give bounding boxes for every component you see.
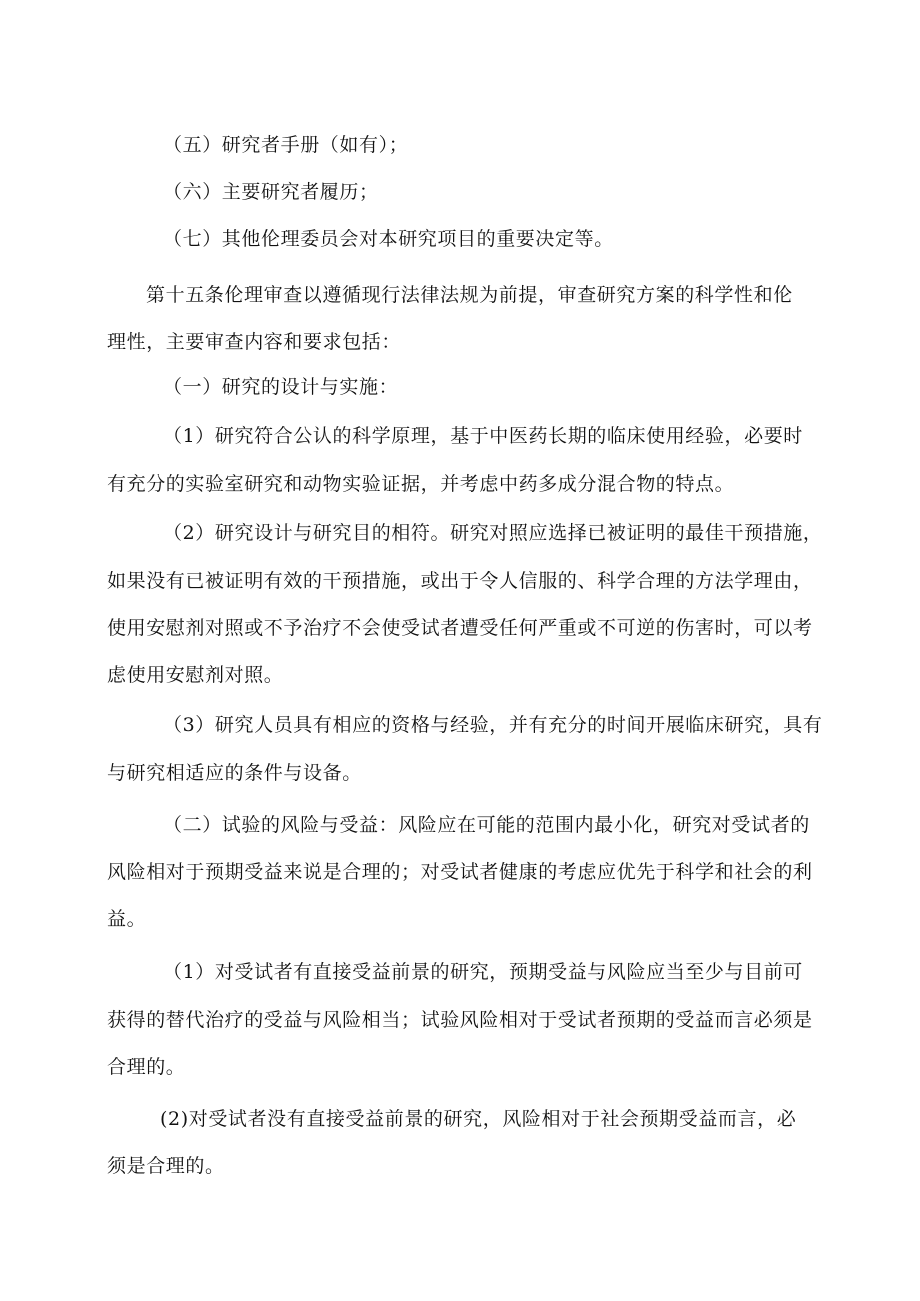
section-2-item-2-line-1: (2)对受试者没有直接受益前景的研究，风险相对于社会预期受益而言，必 xyxy=(160,1108,797,1130)
item-2-line-1: （2）研究设计与研究目的相符。研究对照应选择已被证明的最佳干预措施， xyxy=(163,522,823,544)
item-1-line-1: （1）研究符合公认的科学原理，基于中医药长期的临床使用经验，必要时 xyxy=(163,425,803,447)
item-1-line-2: 有充分的实验室研究和动物实验证据，并考虑中药多成分混合物的特点。 xyxy=(107,473,735,495)
list-item-7: （七）其他伦理委员会对本研究项目的重要决定等。 xyxy=(163,228,614,250)
item-2-line-3: 使用安慰剂对照或不予治疗不会使受试者遭受任何严重或不可逆的伤害时，可以考 xyxy=(107,617,813,639)
section-2-line-1: （二）试验的风险与受益：风险应在可能的范围内最小化，研究对受试者的 xyxy=(163,814,810,836)
list-item-6: （六）主要研究者履历； xyxy=(163,181,379,203)
item-2-line-4: 虑使用安慰剂对照。 xyxy=(107,664,284,686)
section-2-line-2: 风险相对于预期受益来说是合理的；对受试者健康的考虑应优先于科学和社会的利 xyxy=(107,861,813,883)
section-2-item-2-line-2: 须是合理的。 xyxy=(107,1155,225,1177)
section-2-line-3: 益。 xyxy=(107,908,147,930)
item-3-line-2: 与研究相适应的条件与设备。 xyxy=(107,762,362,784)
article-15-line-2: 理性，主要审查内容和要求包括： xyxy=(107,331,402,353)
list-item-5: （五）研究者手册（如有）； xyxy=(163,134,409,156)
section-1-heading: （一）研究的设计与实施： xyxy=(163,376,399,398)
item-2-line-2: 如果没有已被证明有效的干预措施，或出于令人信服的、科学合理的方法学理由， xyxy=(107,570,813,592)
item-3-line-1: （3）研究人员具有相应的资格与经验，并有充分的时间开展临床研究，具有 xyxy=(163,714,823,736)
section-2-item-1-line-3: 合理的。 xyxy=(107,1056,186,1078)
article-15-line-1: 第十五条伦理审查以遵循现行法律法规为前提，审查研究方案的科学性和伦 xyxy=(146,284,793,306)
section-2-item-1-line-1: （1）对受试者有直接受益前景的研究，预期受益与风险应当至少与目前可 xyxy=(163,961,803,983)
section-2-item-1-line-2: 获得的替代治疗的受益与风险相当；试验风险相对于受试者预期的受益而言必须是 xyxy=(107,1009,813,1031)
